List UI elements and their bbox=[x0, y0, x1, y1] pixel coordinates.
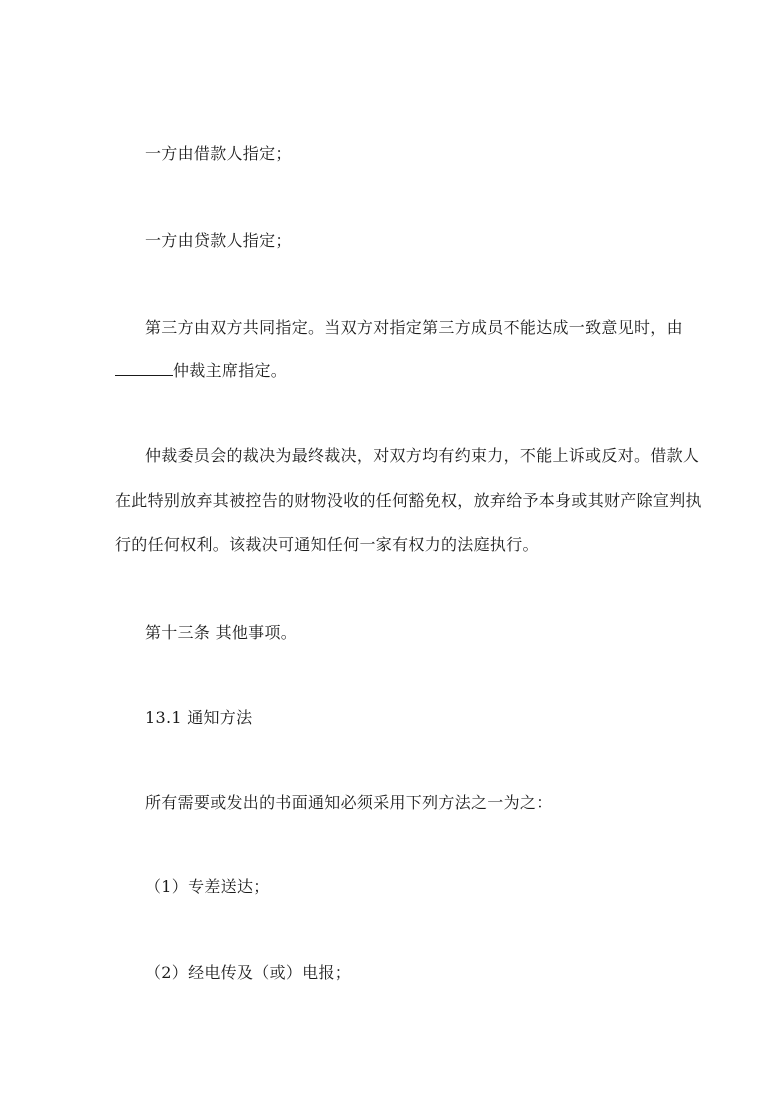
paragraph-award-line2: 在此特别放弃其被控告的财物没收的任何豁免权，放弃给予本身或其财产除宣判执 bbox=[115, 491, 702, 510]
article-heading: 第十三条 其他事项。 bbox=[145, 623, 298, 642]
paragraph-lender-appoint: 一方由贷款人指定； bbox=[145, 231, 292, 250]
paragraph-notice-methods: 所有需要或发出的书面通知必须采用下列方法之一为之： bbox=[145, 793, 553, 812]
paragraph-award-line1: 仲裁委员会的裁决为最终裁决，对双方均有约束力，不能上诉或反对。借款人 bbox=[145, 446, 700, 465]
paragraph-borrower-appoint: 一方由借款人指定； bbox=[145, 144, 292, 163]
list-item-courier: （1）专差送达； bbox=[145, 877, 270, 896]
paragraph-third-party-line1: 第三方由双方共同指定。当双方对指定第三方成员不能达成一致意见时，由 bbox=[145, 318, 683, 337]
list-item-telex: （2）经电传及（或）电报； bbox=[145, 963, 352, 982]
paragraph-third-party-line2 bbox=[115, 360, 287, 382]
paragraph-third-party-line2-text: 仲裁主席指定。 bbox=[173, 361, 288, 380]
fill-in-blank bbox=[115, 360, 173, 376]
section-heading: 13.1 通知方法 bbox=[145, 708, 253, 727]
paragraph-award-line3: 行的任何权利。该裁决可通知任何一家有权力的法庭执行。 bbox=[115, 535, 539, 554]
